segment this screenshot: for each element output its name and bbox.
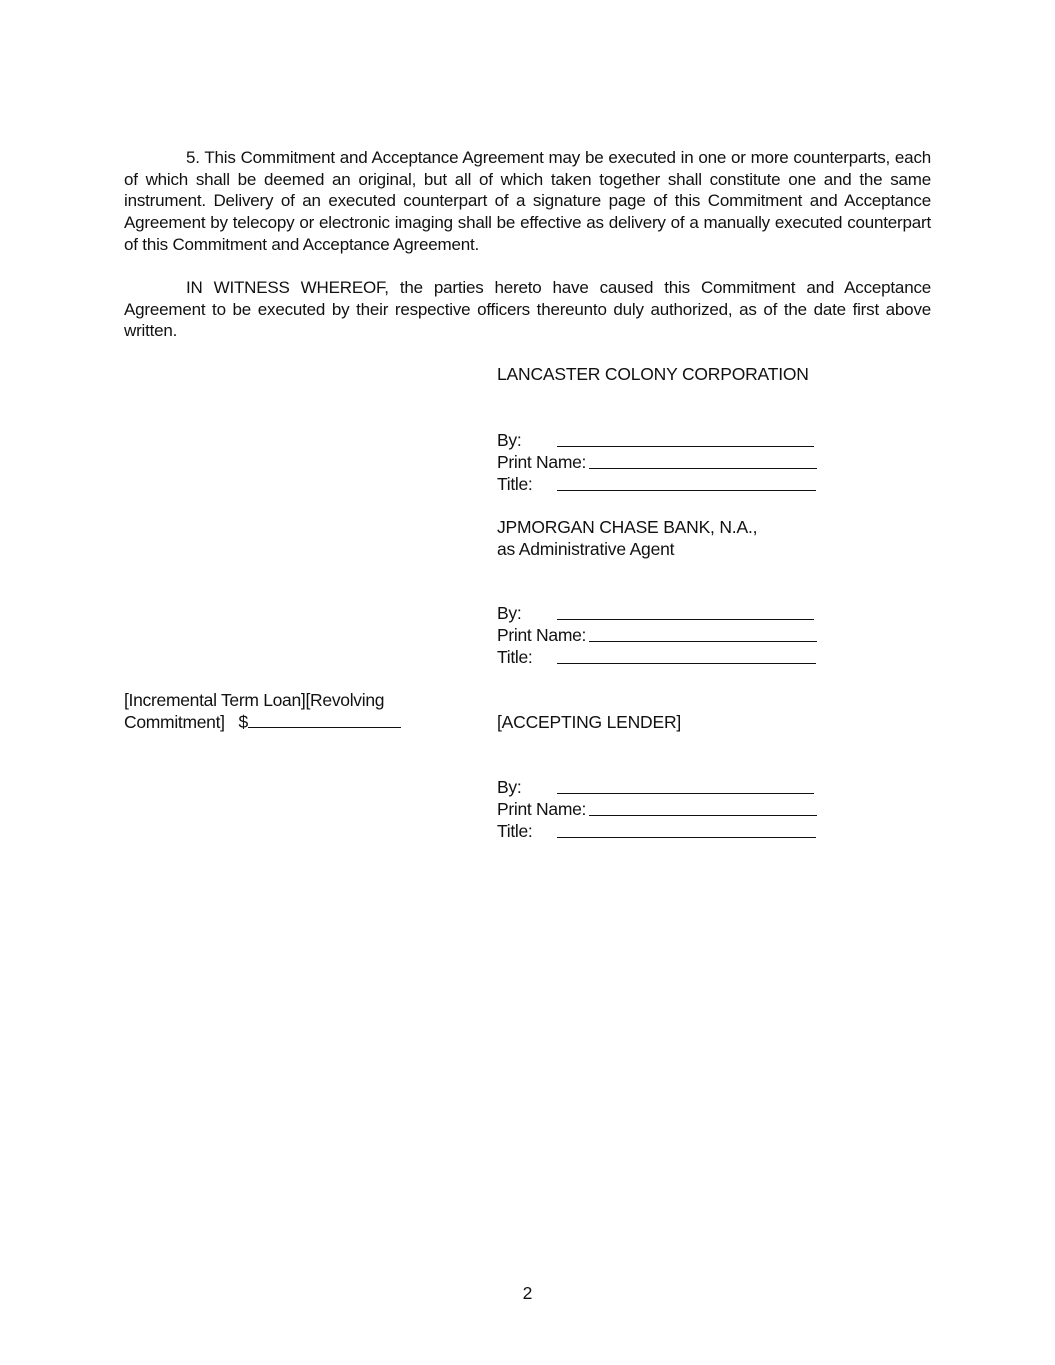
witness-paragraph: IN WITNESS WHEREOF, the parties hereto have caused this Commitment and Acceptance Agreement to be executed by their respective officers thereunto duly authorized, as of the date first above written. — [124, 278, 931, 341]
title-rule — [557, 663, 816, 664]
lender-title-line — [497, 820, 822, 842]
agent-signature-block — [497, 516, 757, 560]
lender-signature-block — [497, 711, 681, 733]
title-label: Title: — [497, 647, 533, 667]
title-label: Title: — [497, 821, 533, 841]
company-signature-block — [497, 363, 809, 385]
lender-print-name-line — [497, 798, 822, 820]
agent-print-name-line — [497, 624, 822, 646]
title-label: Title: — [497, 474, 533, 494]
company-by-line — [497, 429, 822, 451]
signature-rule — [557, 446, 814, 447]
title-rule — [557, 490, 816, 491]
title-rule — [557, 837, 816, 838]
signature-rule — [557, 619, 814, 620]
by-label: By: — [497, 603, 522, 623]
company-name: LANCASTER COLONY CORPORATION — [497, 364, 809, 384]
commitment-type-line2: Commitment] $ — [124, 711, 401, 733]
lender-by-line — [497, 776, 822, 798]
agent-capacity: as Administrative Agent — [497, 539, 675, 559]
lender-name: [ACCEPTING LENDER] — [497, 712, 682, 732]
agent-title-line — [497, 646, 822, 668]
signature-rule — [557, 793, 814, 794]
commitment-type-line1: [Incremental Term Loan][Revolving — [124, 690, 385, 710]
print-name-label: Print Name: — [497, 625, 587, 645]
company-title-line — [497, 473, 822, 495]
currency-symbol: $ — [238, 712, 248, 732]
amount-rule — [248, 711, 401, 728]
print-name-label: Print Name: — [497, 799, 587, 819]
by-label: By: — [497, 430, 522, 450]
print-name-rule — [589, 641, 817, 642]
by-label: By: — [497, 777, 522, 797]
commitment-amount-block — [124, 689, 401, 733]
paragraph-5: 5. This Commitment and Acceptance Agreement may be executed in one or more counterparts, each of which shall be deemed an original, but all of which taken together shall constitute one and the same instrument. Delivery of an executed counterpart of a signature page of this Commitment and Acceptance Agreement by telecopy or electronic imaging shall be effective as delivery of a manually executed counterpart of this Commitment and Acceptance Agreement. — [124, 148, 931, 254]
agent-name: JPMORGAN CHASE BANK, N.A., — [497, 517, 758, 537]
agent-by-line — [497, 602, 822, 624]
company-print-name-line — [497, 451, 822, 473]
print-name-rule — [589, 468, 817, 469]
print-name-rule — [589, 815, 817, 816]
page-number: 2 — [522, 1283, 533, 1303]
print-name-label: Print Name: — [497, 452, 587, 472]
